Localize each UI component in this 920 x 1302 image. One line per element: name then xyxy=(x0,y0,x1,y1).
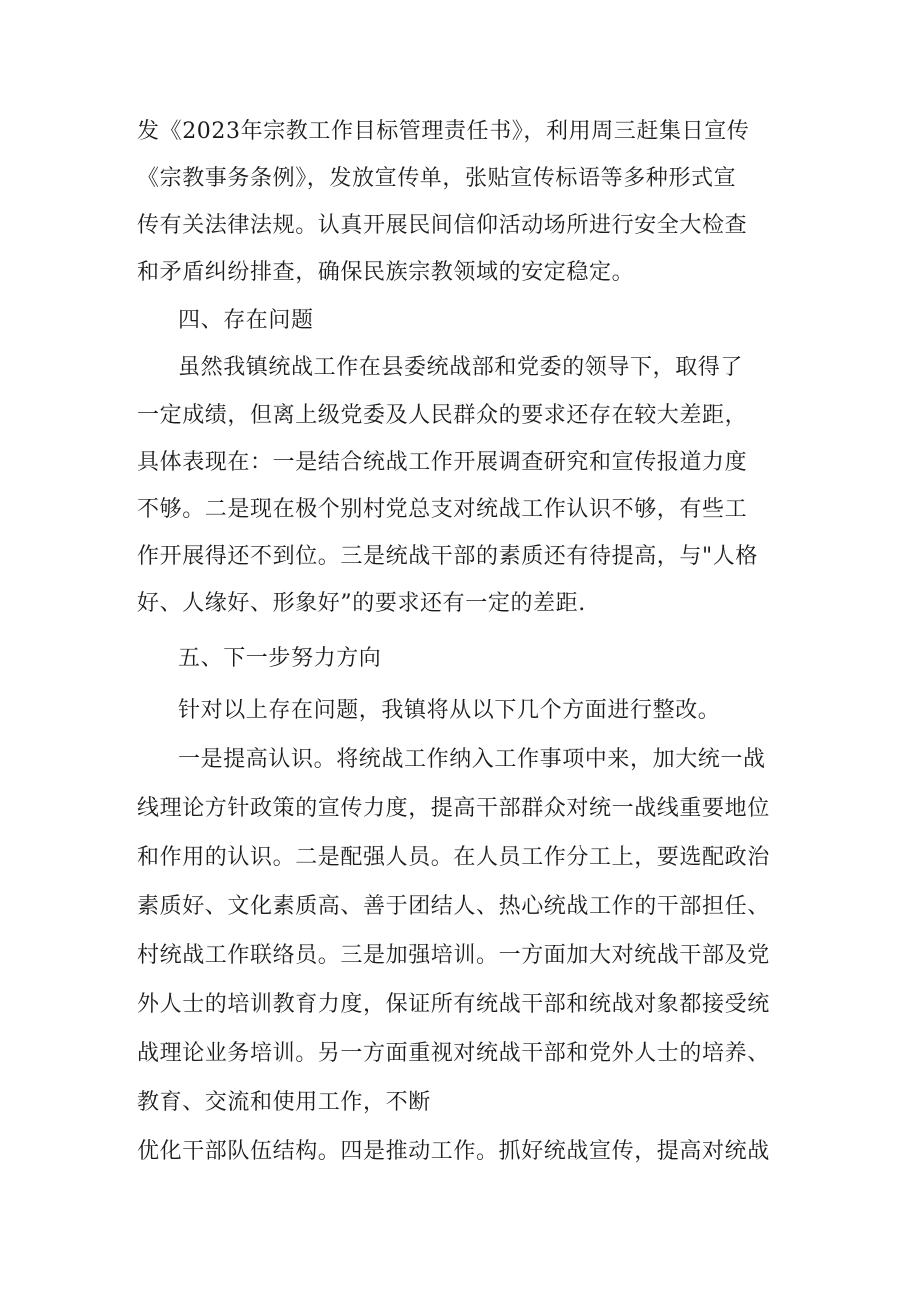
paragraph-line: 作开展得还不到位。三是统战干部的素质还有待提高，与"人格 xyxy=(137,544,758,569)
paragraph-line: 教育、交流和使用工作，不断 xyxy=(137,1090,431,1115)
paragraph-line: 好、人缘好、形象好”的要求还有一定的差距. xyxy=(137,591,586,616)
paragraph-line: 一是提高认识。将统战工作纳入工作事项中来，加大统一战 xyxy=(178,747,766,772)
paragraph-line: 虽然我镇统战工作在县委统战部和党委的领导下，取得了 xyxy=(178,355,744,380)
paragraph-line: 战理论业务培训。另一方面重视对统战干部和党外人士的培养、 xyxy=(137,1041,770,1066)
paragraph-line: 线理论方针政策的宣传力度，提高干部群众对统一战线重要地位 xyxy=(137,796,770,821)
paragraph-line: 和作用的认识。二是配强人员。在人员工作分工上，要选配政治 xyxy=(137,845,770,870)
paragraph-line: 村统战工作联络员。三是加强培训。一方面加大对统战干部及党 xyxy=(137,943,770,968)
paragraph-line: 具体表现在：一是结合统战工作开展调查研究和宣传报道力度 xyxy=(137,450,748,475)
paragraph-line: 优化干部队伍结构。四是推动工作。抓好统战宣传，提高对统战 xyxy=(137,1139,770,1164)
paragraph-line: 《宗教事务条例》，发放宣传单，张贴宣传标语等多种形式宣 xyxy=(137,166,737,191)
paragraph-line: 不够。二是现在极个别村党总支对统战工作认识不够，有些工 xyxy=(137,497,748,522)
paragraph-line: 一定成绩，但离上级党委及人民群众的要求还存在较大差距， xyxy=(137,403,748,428)
paragraph-line: 和矛盾纠纷排查，确保民族宗教领域的安定稳定。 xyxy=(137,260,635,285)
paragraph-line: 传有关法律法规。认真开展民间信仰活动场所进行安全大检查 xyxy=(137,213,748,238)
section-heading: 四、存在问题 xyxy=(178,308,314,333)
paragraph-line: 针对以上存在问题，我镇将从以下几个方面进行整改。 xyxy=(178,698,721,723)
section-heading: 五、下一步努力方向 xyxy=(178,646,382,671)
paragraph-line: 外人士的培训教育力度，保证所有统战干部和统战对象都接受统 xyxy=(137,992,770,1017)
paragraph-line: 素质好、文化素质高、善于团结人、热心统战工作的干部担任、 xyxy=(137,894,770,919)
paragraph-line: 发《2023年宗教工作目标管理责任书》，利用周三赶集日宣传 xyxy=(137,119,750,144)
